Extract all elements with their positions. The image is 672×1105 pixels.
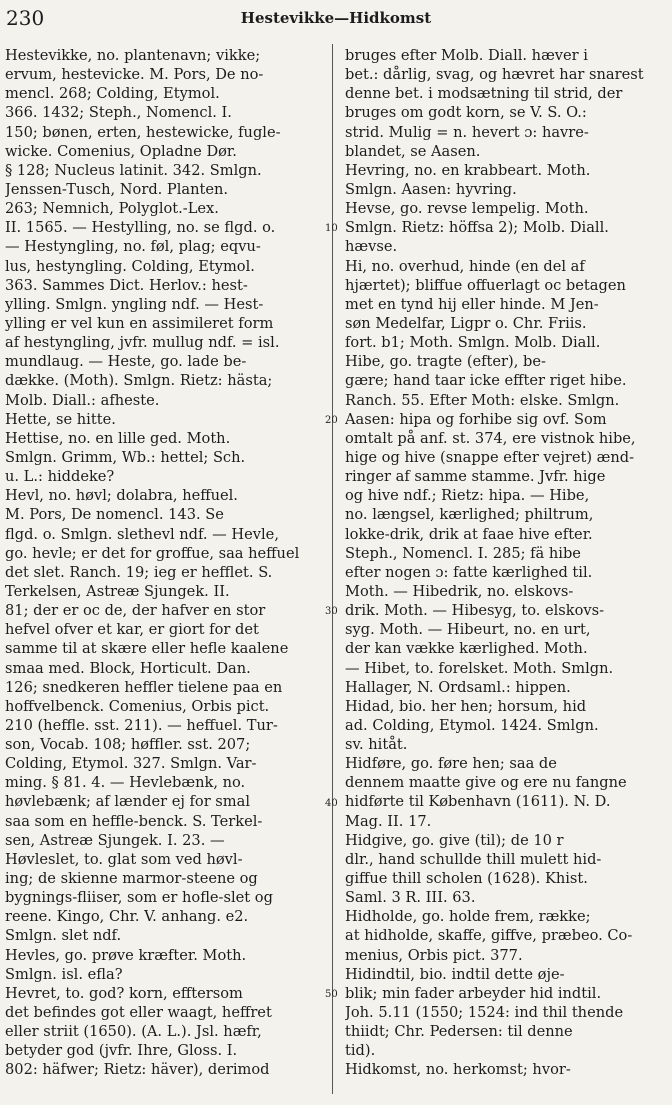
text-line: giffue thill scholen (1628). Khist. [345,870,588,888]
text-line: mencl. 268; Colding, Etymol. [5,85,220,103]
text-line: smaa med. Block, Horticult. Dan. [5,659,251,677]
text-line: — Hestyngling, no. føl, plag; eqvu- [5,238,261,256]
text-line: denne bet. i modsætning til strid, der [345,85,623,103]
text-line: ming. § 81. 4. — Hevlebænk, no. [5,774,246,792]
text-line: ervum, hestevicke. M. Pors, De no- [5,66,264,84]
text-line: Hidad, bio. her hen; horsum, hid [345,697,587,715]
text-line: 150; bønen, erten, hestewicke, fugle- [5,123,281,141]
text-line: ringer af samme stamme. Jvfr. hige [345,468,606,486]
text-line: og hive ndf.; Rietz: hipa. — Hibe, [345,487,590,505]
text-line: tid). [345,1042,376,1060]
left-column [5,46,323,1080]
text-line: Joh. 5.11 (1550; 1524: ind thil thende [345,1004,624,1022]
text-line: bruges efter Molb. Diall. hæver i [345,47,588,64]
text-line: Molb. Diall.: afheste. [5,391,160,409]
text-line: Smlgn. Aasen: hyvring. [345,180,517,198]
text-line: Saml. 3 R. III. 63. [345,889,476,907]
text-line: Mag. II. 17. [345,812,432,830]
text-line: 126; snedkeren heffler tielene paa en [5,678,283,696]
text-line: Smlgn. Rietz: höffsa 2); Molb. Diall. [345,219,609,237]
text-line: dennem maatte give og ere nu fangne [345,774,627,792]
right-column [345,46,665,1080]
text-line: reene. Kingo, Chr. V. anhang. e2. [5,908,249,926]
text-line: samme til at skære eller hefle kaalene [5,640,289,658]
text-line: fort. b1; Moth. Smlgn. Molb. Diall. [345,334,601,352]
text-line: bygnings-fliiser, som er hofle-slet og [5,889,273,907]
text-line: hjærtet); bliffue offuerlagt oc betagen [345,276,626,294]
text-line: Smlgn. isl. efla? [5,965,123,983]
column-divider [332,44,333,1094]
text-line: Hi, no. overhud, hinde (en del af [345,257,585,275]
text-line: — Hibet, to. forelsket. Moth. Smlgn. [345,659,614,677]
text-line: hidførte til København (1611). N. D. [345,793,611,811]
text-line: Hevles, go. prøve kræfter. Moth. [5,946,247,964]
line-number: 20 [325,414,338,426]
text-line: go. hevle; er det for groffue, saa heffuel [5,544,300,562]
text-line: menius, Orbis pict. 377. [345,946,523,964]
text-line: der kan vække kærlighed. Moth. [345,640,588,658]
text-line: Høvleslet, to. glat som ved høvl- [5,850,243,868]
text-line: saa som en heffle-benck. S. Terkel- [5,812,263,830]
text-line: det slet. Ranch. 19; ieg er hefflet. S. [5,563,273,581]
text-line: bruges om godt korn, se V. S. O.: [345,104,587,122]
text-line: ad. Colding, Etymol. 1424. Smlgn. [345,716,599,734]
text-line: Hevring, no. en krabbeart. Moth. [345,161,591,179]
text-line: høvlebænk; af lænder ej for smal [5,793,251,811]
text-line: Aasen: hipa og forhibe sig ovf. Som [345,410,607,428]
text-line: at hidholde, skaffe, giffve, præbeo. Co- [345,927,633,945]
line-number: 40 [325,797,338,809]
text-line: det befindes got eller waagt, heffret [5,1004,272,1022]
text-line: Hidgive, go. give (til); de 10 r [345,831,564,849]
line-number: 30 [325,606,338,618]
text-line: Hidføre, go. føre hen; saa de [345,755,557,773]
text-line: eller striit (1650). (A. L.). Jsl. hæfr, [5,1023,262,1041]
page-header [0,4,672,34]
text-line: hævse. [345,238,398,256]
text-line: Terkelsen, Astreæ Sjungek. II. [5,582,230,600]
text-line: 366. 1432; Steph., Nomencl. I. [5,104,232,122]
text-line: blik; min fader arbeyder hid indtil. [345,984,602,1002]
text-line: Hibe, go. tragte (efter), be- [345,353,546,371]
text-line: met en tynd hij eller hinde. M Jen- [345,295,599,313]
text-line: dække. (Moth). Smlgn. Rietz: hästa; [5,372,273,390]
text-line: 263; Nemnich, Polyglot.-Lex. [5,200,219,218]
text-line: Colding, Etymol. 327. Smlgn. Var- [5,755,257,773]
text-line: Jenssen-Tusch, Nord. Planten. [5,180,229,198]
text-line: Hidkomst, no. herkomst; hvor- [345,1061,571,1079]
text-line: bet.: dårlig, svag, og hævret har snarest [345,66,644,84]
text-line: blandet, se Aasen. [345,142,481,160]
text-line: sen, Astreæ Sjungek. I. 23. — [5,831,225,849]
text-line: gære; hand taar icke effter riget hibe. [345,372,627,390]
text-line: Hidholde, go. holde frem, række; [345,908,591,926]
text-line: 81; der er oc de, der hafver en stor [5,602,266,620]
text-line: af hestyngling, jvfr. mullug ndf. = isl. [5,334,280,352]
line-number: 50 [325,989,338,1001]
text-line: ylling. Smlgn. yngling ndf. — Hest- [5,295,264,313]
text-line: søn Medelfar, Ligpr o. Chr. Friis. [345,314,587,332]
text-line: Hette, se hitte. [5,410,116,428]
text-line: ing; de skienne marmor-steene og [5,870,258,888]
text-line: 210 (heffle. sst. 211). — heffuel. Tur- [5,716,278,734]
text-line: hoffvelbenck. Comenius, Orbis pict. [5,697,270,715]
text-line: no. længsel, kærlighed; philtrum, [345,506,594,524]
text-line: flgd. o. Smlgn. slethevl ndf. — Hevle, [5,525,279,543]
text-line: hige og hive (snappe efter vejret) ænd- [345,448,635,466]
text-line: Hidindtil, bio. indtil dette øje- [345,965,565,983]
text-line: Steph., Nomencl. I. 285; fä hibe [345,544,581,562]
text-line: Moth. — Hibedrik, no. elskovs- [345,582,574,600]
text-line: syg. Moth. — Hibeurt, no. en urt, [345,621,591,639]
text-line: M. Pors, De nomencl. 143. Se [5,506,224,524]
text-line: Hevl, no. høvl; dolabra, heffuel. [5,487,238,505]
text-line: betyder god (jvfr. Ihre, Gloss. I. [5,1042,238,1060]
text-line: hefvel ofver et kar, er giort for det [5,621,259,639]
text-line: 363. Sammes Dict. Herlov.: hest- [5,276,248,294]
text-line: drik. Moth. — Hibesyg, to. elskovs- [345,602,605,620]
text-line: § 128; Nucleus latinit. 342. Smlgn. [5,161,262,179]
text-line: lokke-drik, drik at faae hive efter. [345,525,593,543]
text-line: dlr., hand schullde thill mulett hid- [345,850,602,868]
text-line: 802: häfwer; Rietz: häver), derimod [5,1061,270,1079]
text-line: Hestevikke, no. plantenavn; vikke; [5,47,261,64]
text-line: thiidt; Chr. Pedersen: til denne [345,1023,573,1041]
page-number: 230 [6,6,45,30]
text-line: Smlgn. slet ndf. [5,927,122,945]
running-head: Hestevikke—Hidkomst [240,9,432,27]
text-line: Hevret, to. god? korn, efftersom [5,984,243,1002]
text-line: Hevse, go. revse lempelig. Moth. [345,200,589,218]
text-line: strid. Mulig = n. hevert ɔ: havre- [345,123,589,141]
line-number: 10 [325,223,338,235]
text-line: Hettise, no. en lille ged. Moth. [5,429,231,447]
text-line: u. L.: hiddeke? [5,468,115,486]
text-line: omtalt på anf. st. 374, ere vistnok hibe, [345,429,636,447]
text-line: Smlgn. Grimm, Wb.: hettel; Sch. [5,448,246,466]
text-line: sv. hitåt. [345,736,408,754]
text-line: efter nogen ɔ: fatte kærlighed til. [345,563,593,581]
text-line: son, Vocab. 108; høffler. sst. 207; [5,736,251,754]
text-line: mundlaug. — Heste, go. lade be- [5,353,247,371]
text-line: lus, hestyngling. Colding, Etymol. [5,257,255,275]
text-line: II. 1565. — Hestylling, no. se flgd. o. [5,219,276,237]
text-line: ylling er vel kun en assimileret form [5,314,274,332]
text-line: Hallager, N. Ordsaml.: hippen. [345,678,571,696]
text-line: wicke. Comenius, Opladne Dør. [5,142,237,160]
text-line: Ranch. 55. Efter Moth: elske. Smlgn. [345,391,620,409]
